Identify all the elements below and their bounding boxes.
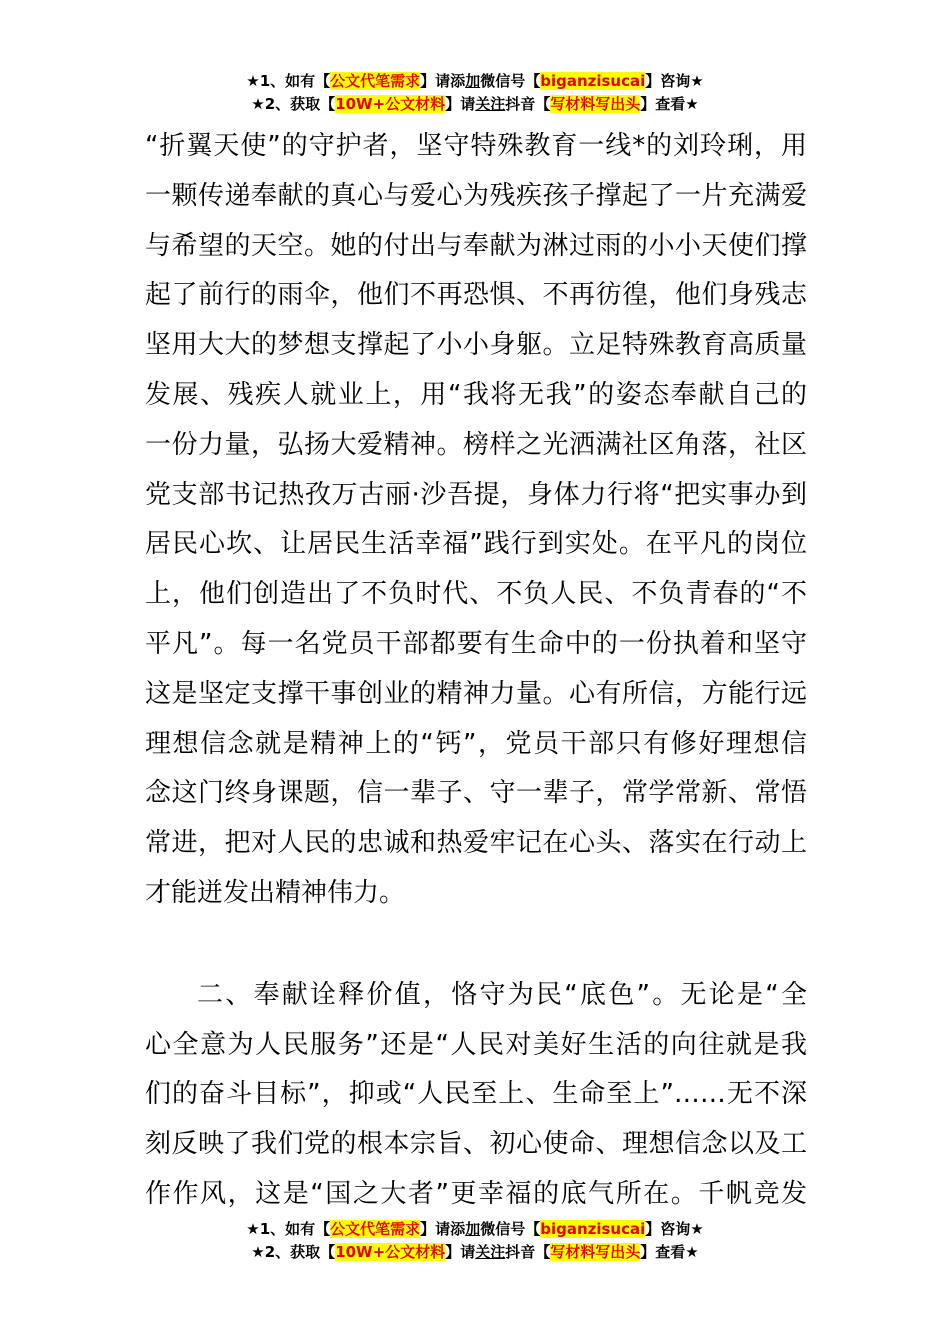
highlight-wechat-id: biganzisucai bbox=[540, 72, 646, 90]
header-line-2-prefix: ★2、获取【 bbox=[251, 95, 336, 113]
footer-line-2-suffix: 】查看★ bbox=[640, 1243, 699, 1261]
highlight-douyin: 写材料写出头 bbox=[550, 1243, 641, 1261]
header-line-1-text-2: 微信号【 bbox=[480, 72, 541, 90]
highlight-wechat-id: biganzisucai bbox=[540, 1220, 646, 1238]
text-line: 刻反映了我们党的根本宗旨、初心使命、理想信念以及工 bbox=[145, 1129, 807, 1160]
header-line-1-underlined: 加 bbox=[465, 72, 481, 90]
text-line: 们的奋斗目标”，抑或“人民至上、生命至上”……无不深 bbox=[145, 1079, 807, 1110]
text-line: 念这门终身课题，信一辈子、守一辈子，常学常新、常悟 bbox=[145, 778, 807, 809]
text-line: 起了前行的雨伞，他们不再恐惧、不再彷徨，他们身残志 bbox=[145, 280, 807, 311]
header-line-1-text: 】请添 bbox=[420, 72, 466, 90]
text-line: 发展、残疾人就业上，用“我将无我”的姿态奉献自己的 bbox=[145, 379, 807, 410]
footer-line-1-underlined: 加 bbox=[465, 1220, 481, 1238]
text-line: 坚用大大的梦想支撑起了小小身躯。立足特殊教育高质量 bbox=[145, 330, 807, 361]
text-line: “折翼天使”的守护者，坚守特殊教育一线*的刘玲琍，用 bbox=[145, 131, 807, 161]
text-line: 常进，把对人民的忠诚和热爱牢记在心头、落实在行动上 bbox=[145, 828, 807, 859]
footer-line-1-text-2: 微信号【 bbox=[480, 1220, 541, 1238]
text-line: 居民心坎、让居民生活幸福”践行到实处。在平凡的岗位 bbox=[145, 529, 807, 560]
highlight-materials: 10W+公文材料 bbox=[335, 95, 446, 113]
text-line: 一份力量，弘扬大爱精神。榜样之光洒满社区角落，社区 bbox=[145, 429, 807, 460]
header-line-2-text: 】请 bbox=[445, 95, 476, 113]
text-line: 二、奉献诠释价值，恪守为民“底色”。无论是“全 bbox=[197, 979, 807, 1010]
text-line: 才能迸发出精神伟力。 bbox=[145, 877, 406, 908]
header-line-1-suffix: 】咨询★ bbox=[645, 72, 704, 90]
highlight-douyin: 写材料写出头 bbox=[550, 95, 641, 113]
footer-line-1 bbox=[0, 1218, 950, 1241]
highlight-service: 公文代笔需求 bbox=[330, 72, 421, 90]
paragraph-2 bbox=[145, 971, 807, 1220]
text-line: 一颗传递奉献的真心与爱心为残疾孩子撑起了一片充满爱 bbox=[145, 180, 807, 211]
text-line: 与希望的天空。她的付出与奉献为淋过雨的小小天使们撑 bbox=[145, 230, 807, 261]
text-line: 上，他们创造出了不负时代、不负人民、不负青春的“不 bbox=[145, 579, 807, 610]
footer-line-2-text: 】请 bbox=[445, 1243, 476, 1261]
highlight-service: 公文代笔需求 bbox=[330, 1220, 421, 1238]
paragraph-spacer bbox=[145, 919, 807, 971]
header-line-2 bbox=[0, 93, 950, 116]
footer-line-1-prefix: ★1、如有【 bbox=[246, 1220, 331, 1238]
text-line: 心全意为人民服务”还是“人民对美好生活的向往就是我 bbox=[145, 1029, 807, 1060]
text-line: 平凡”。每一名党员干部都要有生命中的一份执着和坚守 bbox=[145, 628, 807, 659]
header-banner bbox=[0, 70, 950, 116]
text-line: 党支部书记热孜万古丽·沙吾提，身体力行将“把实事办到 bbox=[145, 479, 807, 510]
paragraph-1 bbox=[145, 122, 807, 919]
header-line-2-text-2: 抖音【 bbox=[505, 95, 551, 113]
document-body bbox=[145, 122, 807, 1220]
highlight-materials: 10W+公文材料 bbox=[335, 1243, 446, 1261]
header-line-2-underlined: 关注 bbox=[475, 95, 506, 113]
text-line: 作作风，这是“国之大者”更幸福的底气所在。千帆竞发 bbox=[145, 1178, 807, 1209]
footer-line-2-text-2: 抖音【 bbox=[505, 1243, 551, 1261]
text-line: 这是坚定支撑干事创业的精神力量。心有所信，方能行远 bbox=[145, 678, 807, 709]
footer-line-2-prefix: ★2、获取【 bbox=[251, 1243, 336, 1261]
text-line: 理想信念就是精神上的“钙”，党员干部只有修好理想信 bbox=[145, 728, 807, 759]
footer-banner bbox=[0, 1218, 950, 1264]
header-line-2-suffix: 】查看★ bbox=[640, 95, 699, 113]
footer-line-1-suffix: 】咨询★ bbox=[645, 1220, 704, 1238]
header-line-1 bbox=[0, 70, 950, 93]
footer-line-1-text: 】请添 bbox=[420, 1220, 466, 1238]
footer-line-2 bbox=[0, 1241, 950, 1264]
header-line-1-prefix: ★1、如有【 bbox=[246, 72, 331, 90]
footer-line-2-underlined: 关注 bbox=[475, 1243, 506, 1261]
